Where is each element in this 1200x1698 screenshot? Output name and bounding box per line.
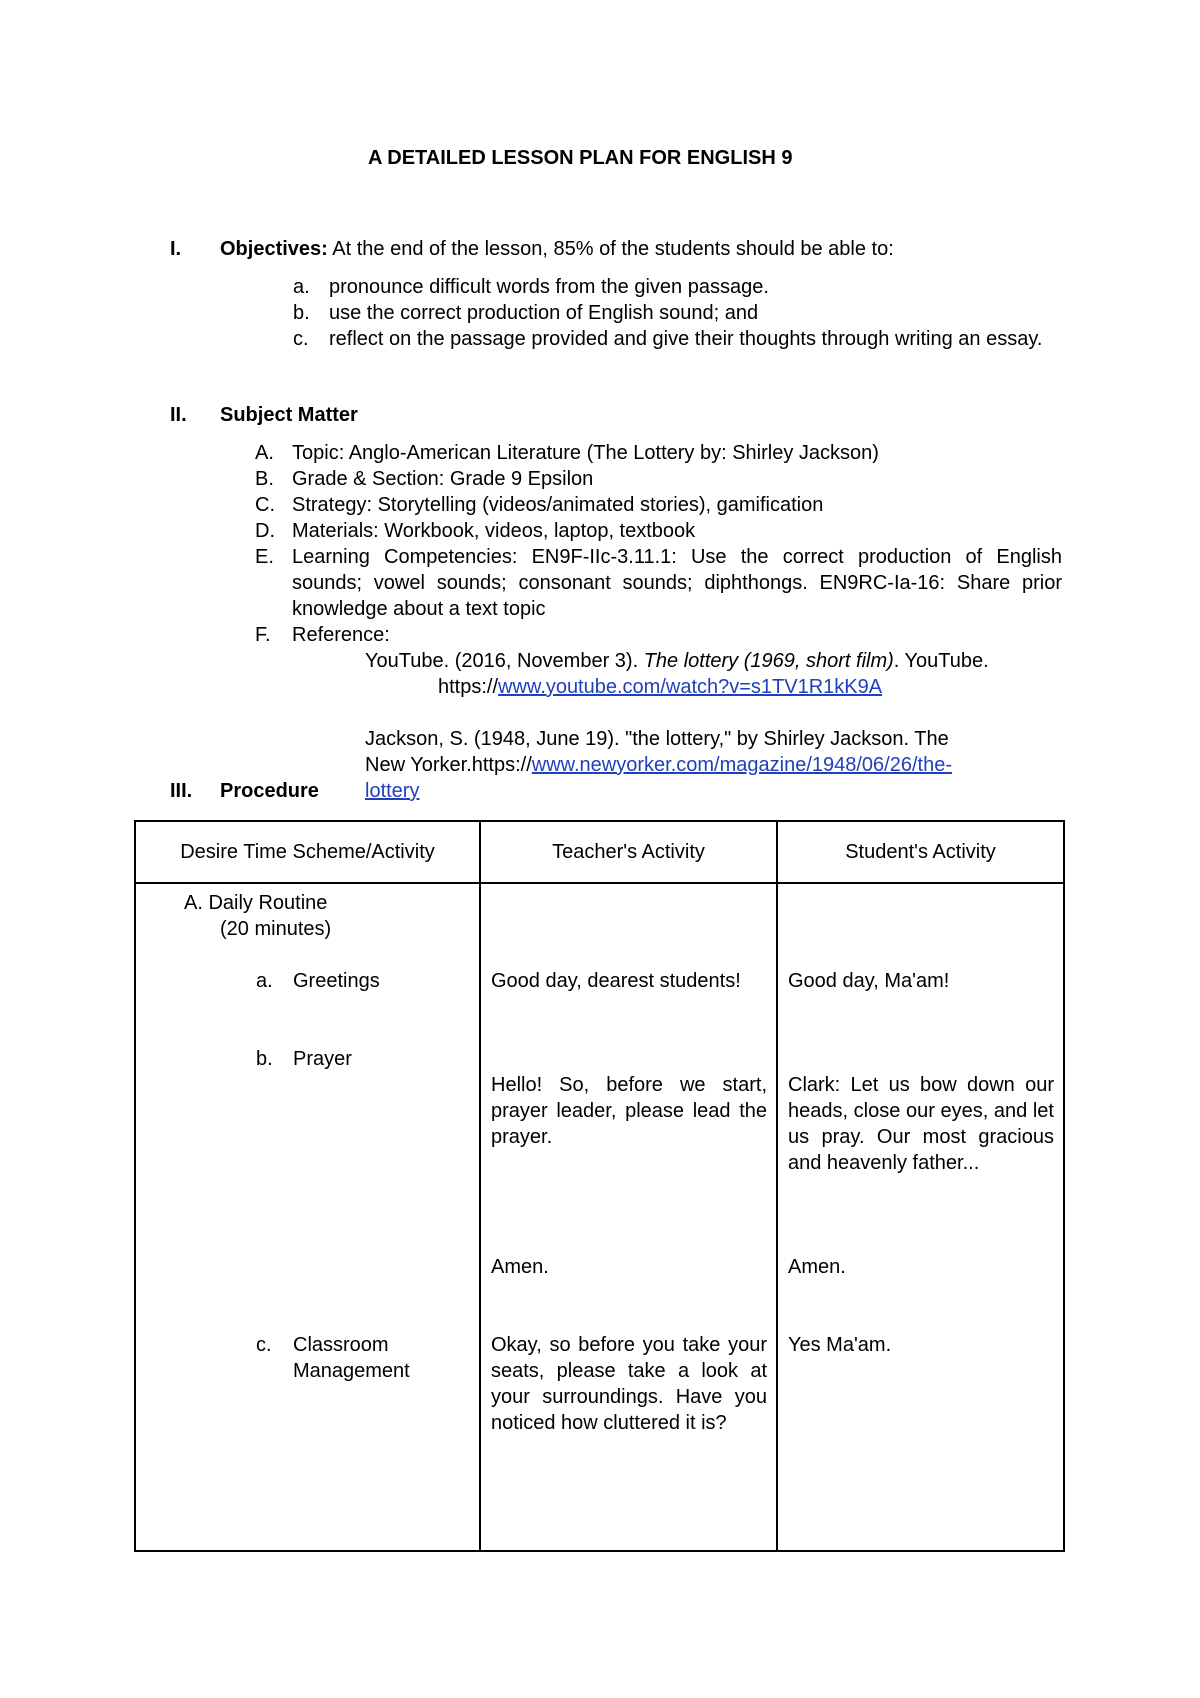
subject-e-text: Learning Competencies: EN9F-IIc-3.11.1: Use the correct production of English sounds; vowel sounds; consonant sounds; diphthongs. EN9RC-Ia-16: Share prior knowledge about a text topic: [292, 546, 1062, 620]
subject-d-marker: D.: [255, 520, 275, 542]
greetings-marker: a.: [256, 970, 273, 992]
objective-c-marker: c.: [293, 328, 309, 350]
table-row: [135, 883, 1064, 1551]
management-label-line-2: Management: [293, 1360, 410, 1382]
subject-matter-heading: Subject Matter: [220, 404, 358, 426]
reference-2-link[interactable]: www.newyorker.com/magazine/1948/06/26/the-: [531, 754, 952, 776]
student-management: Yes Ma'am.: [788, 1334, 892, 1356]
reference-1-link[interactable]: www.youtube.com/watch?v=s1TV1R1kK9A: [498, 676, 883, 698]
teacher-greeting: Good day, dearest students!: [491, 970, 741, 992]
student-prayer: Clark: Let us bow down our heads, close our eyes, and let us pray. Our most gracious and heavenly father...: [788, 1074, 1054, 1174]
reference-2-link-continued[interactable]: lottery: [365, 780, 420, 802]
prayer-marker: b.: [256, 1048, 273, 1070]
objectives-heading: Objectives:: [220, 238, 328, 260]
objective-a-marker: a.: [293, 276, 310, 298]
procedure-numeral: III.: [170, 780, 193, 802]
duration-label: (20 minutes): [220, 918, 332, 940]
teacher-prayer: Hello! So, before we start, prayer leader, please lead the prayer.: [491, 1074, 767, 1148]
document-title: A DETAILED LESSON PLAN FOR ENGLISH 9: [368, 147, 793, 169]
reference-1-author: YouTube. (2016, November 3).: [365, 650, 644, 672]
reference-1-line-2: [438, 674, 882, 700]
reference-2-line-2: [365, 752, 952, 778]
subject-f-text: Reference:: [292, 624, 390, 646]
reference-1-line-1: [365, 648, 989, 674]
teacher-management: Okay, so before you take your seats, please take a look at your surroundings. Have you noticed how cluttered it is?: [491, 1334, 767, 1434]
management-marker: c.: [256, 1334, 272, 1356]
subject-b-text: Grade & Section: Grade 9 Epsilon: [292, 468, 594, 490]
subject-f-marker: F.: [255, 624, 271, 646]
subject-a-marker: A.: [255, 442, 274, 464]
reference-1-url-prefix: https://: [438, 676, 499, 698]
subject-matter-numeral: II.: [170, 404, 187, 426]
teacher-amen: Amen.: [491, 1256, 549, 1278]
objectives-intro: At the end of the lesson, 85% of the students should be able to:: [327, 238, 894, 260]
greetings-label: Greetings: [293, 970, 380, 992]
objectives-line: [220, 236, 894, 262]
header-teacher-activity: Teacher's Activity: [480, 821, 777, 883]
student-amen: Amen.: [788, 1256, 846, 1278]
prayer-label: Prayer: [293, 1048, 352, 1070]
header-student-activity: Student's Activity: [777, 821, 1064, 883]
subject-a-text: Topic: Anglo-American Literature (The Lottery by: Shirley Jackson): [292, 442, 879, 464]
procedure-heading: Procedure: [220, 780, 319, 802]
objective-c-text: reflect on the passage provided and give their thoughts through writing an essay.: [329, 328, 1043, 350]
objective-a-text: pronounce difficult words from the given passage.: [329, 276, 769, 298]
header-time-scheme: Desire Time Scheme/Activity: [135, 821, 480, 883]
subject-c-text: Strategy: Storytelling (videos/animated stories), gamification: [292, 494, 824, 516]
procedure-table: [134, 820, 1065, 1552]
time-scheme-cell: [135, 883, 480, 1551]
objective-b-text: use the correct production of English sound; and: [329, 302, 759, 324]
teacher-activity-cell: [480, 883, 777, 1551]
student-activity-cell: [777, 883, 1064, 1551]
reference-2-url-prefix: New Yorker.https://: [365, 754, 532, 776]
subject-e-marker: E.: [255, 546, 274, 568]
management-label-line-1: Classroom: [293, 1334, 389, 1356]
reference-1-title: The lottery (1969, short film): [643, 650, 894, 672]
subject-c-marker: C.: [255, 494, 275, 516]
student-greeting: Good day, Ma'am!: [788, 970, 950, 992]
objective-b-marker: b.: [293, 302, 310, 324]
objectives-numeral: I.: [170, 238, 182, 260]
subject-b-marker: B.: [255, 468, 274, 490]
reference-1-source: . YouTube.: [893, 650, 989, 672]
reference-2-line-1: Jackson, S. (1948, June 19). "the lottery," by Shirley Jackson. The: [365, 728, 949, 750]
subject-d-text: Materials: Workbook, videos, laptop, textbook: [292, 520, 696, 542]
daily-routine-label: A. Daily Routine: [184, 892, 328, 914]
table-header-row: [135, 821, 1064, 883]
